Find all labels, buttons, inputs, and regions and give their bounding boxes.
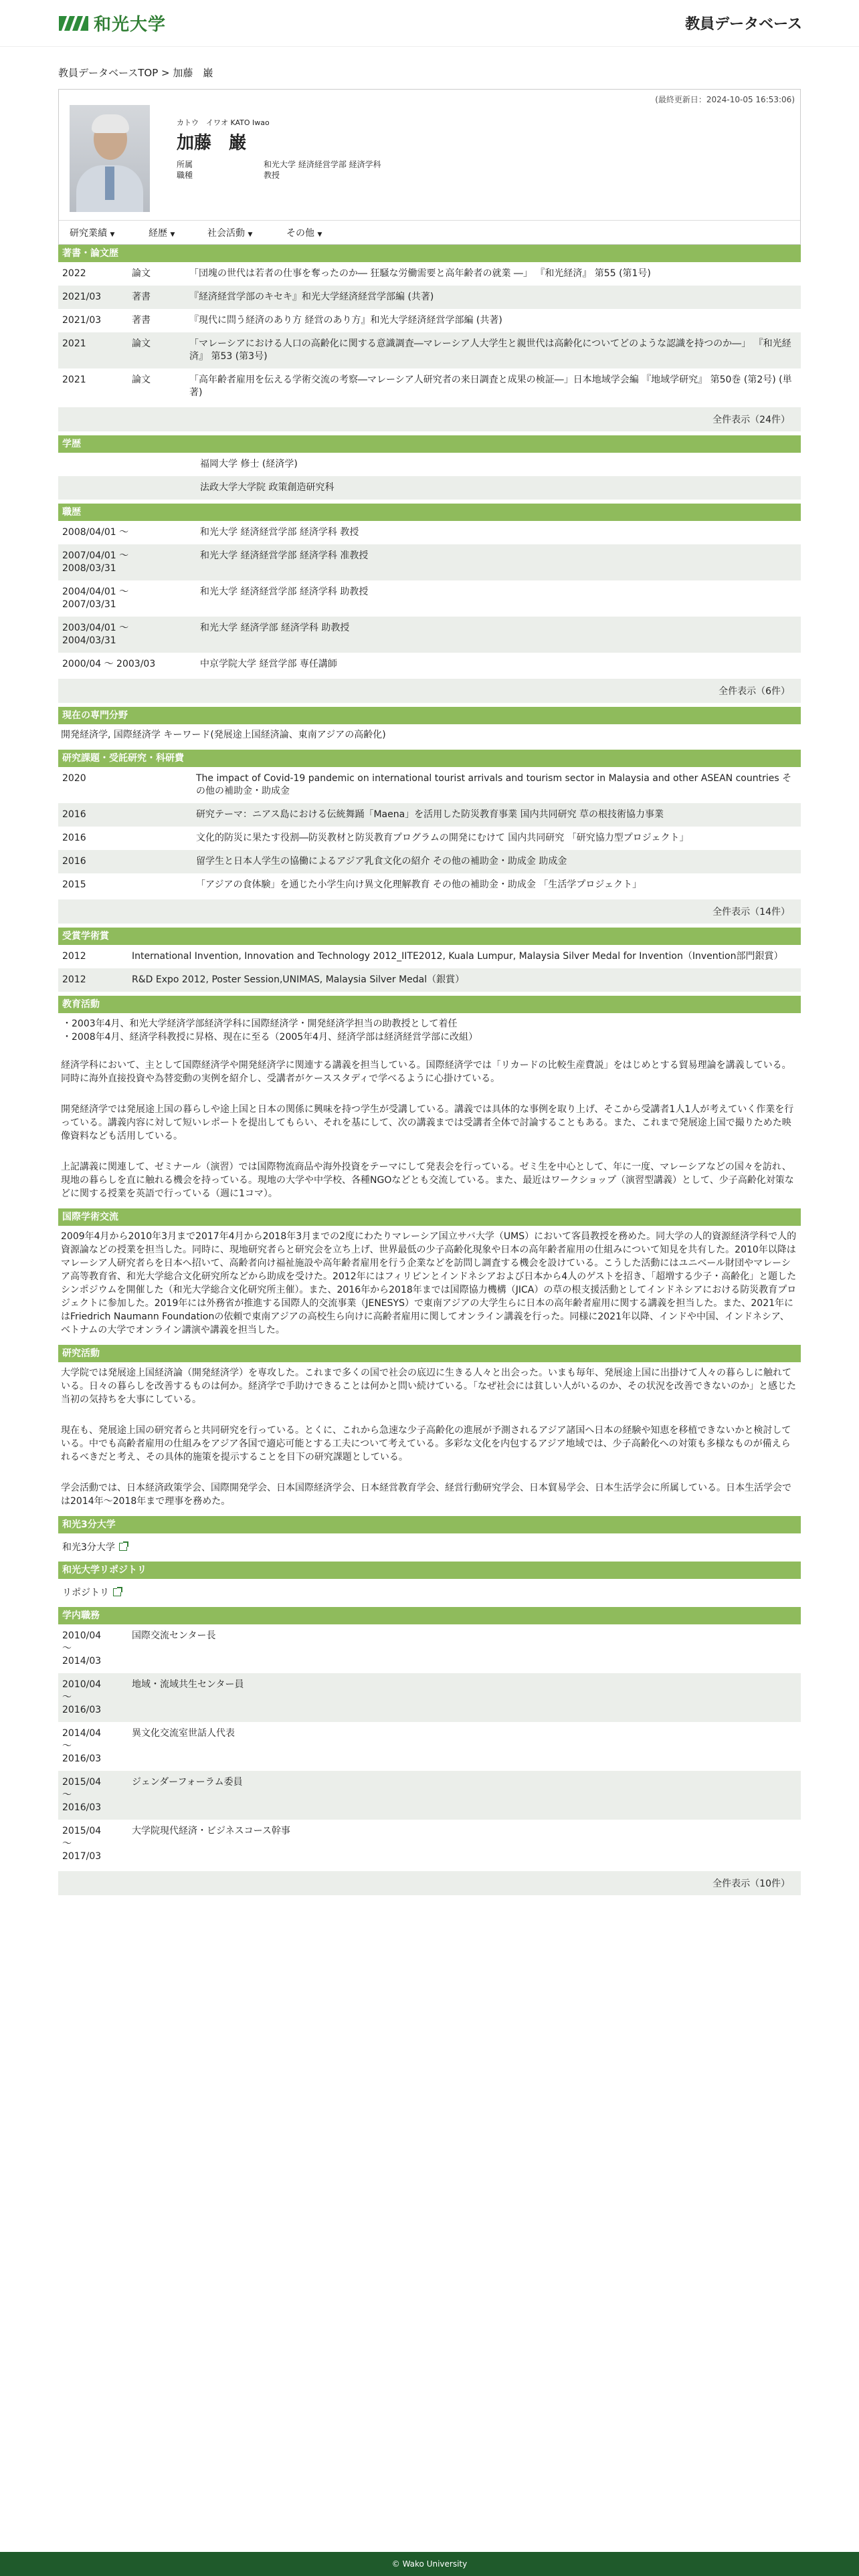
section-research-header: 研究活動 xyxy=(58,1345,801,1362)
pub-type: 論文 xyxy=(132,338,151,349)
last-updated: (最終更新日：2024-10-05 16:53:06) xyxy=(655,95,795,104)
repository-link[interactable] xyxy=(58,1579,801,1603)
show-all-career-link[interactable]: 全件表示（6件） xyxy=(58,679,801,703)
teaching-paragraph: 開発経済学では発展途上国の暮らしや途上国と日本の関係に興味を持つ学生が受講している。講義では具体的な事例を取り上げ、そこから受講者1人1人が考えていく作業を行っている。講義内容に対して短いレポートを提出してもらい、それを基にして、次の講義までは受講者全体で討論することもある。また、これまで発展途上国で撮りためた映像資料なども活用している。 xyxy=(61,1104,794,1142)
wako3min-link[interactable] xyxy=(58,1533,801,1558)
breadcrumb xyxy=(58,66,801,80)
grant-title: The impact of Covid-19 pandemic on international tourist arrivals and tourism sector in Malaysia and other ASEAN countries その他の補助金・助成金 xyxy=(196,773,792,796)
pub-title: 「高年齢者雇用を伝える学術交流の考察―マレーシア人研究者の来日調査と成果の検証―」日本地域学会編 『地域学研究』 第50巻 (第2号) (単著) xyxy=(189,374,792,398)
caret-down-icon: ▼ xyxy=(317,231,322,238)
section-teaching-header: 教育活動 xyxy=(58,996,801,1013)
pub-title: 「団塊の世代は若者の仕事を奪ったのか― 狂騒な労働需要と高年齢者の就業 ―」 『和光経済』 第55 (第1号) xyxy=(189,268,651,279)
profile-tabs xyxy=(59,220,800,244)
table-row xyxy=(58,945,801,968)
role-title: 地域・流域共生センター員 xyxy=(132,1679,244,1690)
role-date: 2014/04 ～ 2016/03 xyxy=(62,1728,102,1764)
site-title[interactable]: 教員データベース xyxy=(685,16,802,33)
pub-type: 著書 xyxy=(132,315,151,326)
profile-photo xyxy=(70,105,150,212)
pub-title: 「マレーシアにおける人口の高齢化に関する意識調査―マレーシア人大学生と親世代は高齢化についてどのような認識を持つのか―」 『和光経済』 第53 (第3号) xyxy=(189,338,791,362)
research-paragraph: 大学院では発展途上国経済論（開発経済学）を専攻した。これまで多くの国で社会の底辺に生きる人々と出会った。いまも毎年、発展途上国に出掛けて人々の暮らしに触れている。日々の暮らしを改善するものは何か。経済学で手助けできることは何かと問い続けている。「なぜ社会には貧しい人がいるのか、その状況を改善できないのか」と感じた当初の気持ちを大事にしている。 xyxy=(61,1368,796,1405)
table-row xyxy=(58,803,801,827)
section-repository-header: 和光大学リポジトリ xyxy=(58,1562,801,1579)
section-publications-header: 著書・論文歴 xyxy=(58,245,801,262)
name-kanji: 加藤 巌 xyxy=(177,133,247,153)
table-row xyxy=(58,286,801,309)
table-row xyxy=(58,968,801,992)
section-awards-header: 受賞学術賞 xyxy=(58,928,801,945)
table-row xyxy=(58,1624,801,1673)
teaching-bullets xyxy=(58,1013,801,1048)
tab-other[interactable] xyxy=(286,226,365,239)
breadcrumb-current: 加藤 巌 xyxy=(173,67,213,79)
breadcrumb-home-link[interactable]: 教員データベースTOP xyxy=(58,67,159,79)
table-row xyxy=(58,873,801,897)
list-item: ・2008年4月、経済学科教授に昇格、現在に至る（2005年4月、経済学部は経済経営学部に改組） xyxy=(62,1032,478,1043)
table-row xyxy=(58,262,801,286)
section-career-header: 職歴 xyxy=(58,504,801,521)
tab-label: 研究業績 xyxy=(70,227,107,239)
external-link-icon xyxy=(119,1543,127,1551)
career-date: 2004/04/01 ～ 2007/03/31 xyxy=(62,586,129,610)
role-date: 2015/04 ～ 2017/03 xyxy=(62,1826,102,1862)
career-date: 2003/04/01 ～ 2004/03/31 xyxy=(62,623,129,646)
tab-career[interactable] xyxy=(149,226,207,239)
show-all-publications-link[interactable]: 全件表示（24件） xyxy=(58,407,801,431)
role-title: ジェンダーフォーラム委員 xyxy=(132,1777,243,1788)
pub-type: 著書 xyxy=(132,292,151,302)
breadcrumb-separator: > xyxy=(158,67,173,79)
profile-card xyxy=(58,89,801,245)
table-row xyxy=(58,1820,801,1868)
table-row xyxy=(58,1771,801,1820)
tab-label: その他 xyxy=(286,227,314,239)
table-row xyxy=(58,617,801,653)
list-item: ・2003年4月、和光大学経済学部経済学科に国際経済学・開発経済学担当の助教授として着任 xyxy=(62,1018,458,1029)
career-entry: 中京学院大学 経営学部 専任講師 xyxy=(200,659,337,669)
award-year: 2012 xyxy=(62,951,86,962)
table-row xyxy=(58,332,801,368)
repository-link-label: リポジトリ xyxy=(62,1588,109,1598)
career-date: 2000/04 ～ 2003/03 xyxy=(62,659,156,669)
tab-label: 社会活動 xyxy=(207,227,245,239)
tab-research[interactable] xyxy=(70,226,149,239)
grant-year: 2015 xyxy=(62,879,86,890)
affiliation-value: 和光大学 経済経営学部 経済学科 xyxy=(264,160,381,169)
site-header xyxy=(0,0,859,47)
site-footer: © Wako University xyxy=(0,2552,859,2576)
caret-down-icon: ▼ xyxy=(248,231,253,238)
table-row xyxy=(58,544,801,580)
pub-year: 2021 xyxy=(62,374,86,385)
research-paragraph: 現在も、発展途上国の研究者らと共同研究を行っている。とくに、これから急速な少子高齢化の進展が予測されるアジア諸国へ日本の経験や知恵を移植できないかと検討している。中でも高齢者雇用の仕組みをアジア各国で適応可能とする工夫について考えている。多彩な文化を内包するアジア地域では、少子高齢化への対策も多様なものが備えられるべきだと考え、その具体的施策を提示することを目下の研究課題としている。 xyxy=(61,1425,791,1463)
table-row xyxy=(58,521,801,544)
show-all-roles-link[interactable]: 全件表示（10件） xyxy=(58,1871,801,1895)
role-date: 2015/04 ～ 2016/03 xyxy=(62,1777,102,1813)
name-kana: カトウ イワオ KATO Iwao xyxy=(177,118,270,127)
table-row xyxy=(58,368,801,405)
table-row xyxy=(58,580,801,617)
table-row xyxy=(58,1722,801,1771)
grant-year: 2016 xyxy=(62,856,86,867)
section-grants-header: 研究課題・受託研究・科研費 xyxy=(58,750,801,767)
award-year: 2012 xyxy=(62,974,86,985)
section-roles-header: 学内職務 xyxy=(58,1607,801,1624)
section-specialty-header: 現在の専門分野 xyxy=(58,707,801,724)
grant-year: 2016 xyxy=(62,833,86,843)
external-link-icon xyxy=(113,1588,121,1596)
pub-year: 2021 xyxy=(62,338,86,349)
career-date: 2008/04/01 ～ xyxy=(62,527,129,538)
career-entry: 和光大学 経済学部 経済学科 助教授 xyxy=(200,623,350,633)
education-entry: 法政大学大学院 政策創造研究科 xyxy=(200,482,335,493)
title-label: 職種 xyxy=(177,171,193,180)
role-title: 異文化交流室世話人代表 xyxy=(132,1728,235,1739)
career-entry: 和光大学 経済経営学部 経済学科 助教授 xyxy=(200,586,369,597)
show-all-grants-link[interactable]: 全件表示（14件） xyxy=(58,899,801,924)
role-title: 国際交流センター長 xyxy=(132,1630,216,1641)
table-row xyxy=(58,850,801,873)
title-value: 教授 xyxy=(264,171,280,180)
teaching-paragraph: 経済学科において、主として国際経済学や開発経済学に関連する講義を担当している。国際経済学では「リカードの比較生産費説」をはじめとする貿易理論を講義している。同時に海外直接投資や為替変動の実例を紹介し、受講者がケーススタディで学べるように心掛けている。 xyxy=(61,1060,791,1084)
grant-year: 2016 xyxy=(62,809,86,820)
main-container xyxy=(58,47,801,1895)
logo-mark-icon xyxy=(59,16,88,31)
research-paragraph: 学会活動では、日本経済政策学会、国際開発学会、日本国際経済学会、日本経営教育学会、経営行動研究学会、日本貿易学会、日本生活学会に所属している。日本生活学会では2014年～2018年まで理事を務めた。 xyxy=(61,1483,791,1507)
career-date: 2007/04/01 ～ 2008/03/31 xyxy=(62,550,129,574)
section-wako3min-header: 和光3分大学 xyxy=(58,1516,801,1533)
university-logo[interactable] xyxy=(59,11,166,35)
logo-text: 和光大学 xyxy=(94,15,167,35)
wako3min-link-label: 和光3分大学 xyxy=(62,1542,115,1553)
pub-year: 2021/03 xyxy=(62,315,102,326)
tab-social[interactable] xyxy=(207,226,286,239)
tab-label: 経歴 xyxy=(149,227,167,239)
section-education-header: 学歴 xyxy=(58,435,801,453)
grant-title: 「アジアの食体験」を通じた小学生向け異文化理解教育 その他の補助金・助成金 「生活学プロジェクト」 xyxy=(196,879,642,890)
table-row xyxy=(58,653,801,676)
section-international-header: 国際学術交流 xyxy=(58,1208,801,1226)
role-date: 2010/04 ～ 2016/03 xyxy=(62,1679,102,1715)
table-row xyxy=(58,309,801,332)
affiliation-label: 所属 xyxy=(177,160,193,169)
award-title: International Invention, Innovation and Technology 2012_IITE2012, Kuala Lumpur, Malaysia Silver Medal for Invention（Invention部門銀賞） xyxy=(132,951,783,962)
grant-title: 文化的防災に果たす役割―防災教材と防災教育プログラムの開発にむけて 国内共同研究 「研究協力型プロジェクト」 xyxy=(196,833,689,843)
grant-title: 留学生と日本人学生の協働によるアジア乳食文化の紹介 その他の補助金・助成金 助成金 xyxy=(196,856,567,867)
pub-year: 2021/03 xyxy=(62,292,102,302)
table-row xyxy=(58,827,801,850)
pub-year: 2022 xyxy=(62,268,86,279)
grant-year: 2020 xyxy=(62,773,86,784)
grant-title: 研究テーマ：ニアス島における伝統舞踊「Maena」を活用した防災教育事業 国内共同研究 草の根技術協力事業 xyxy=(196,809,664,820)
specialty-text: 開発経済学, 国際経済学 キーワード(発展途上国経済論、東南アジアの高齢化) xyxy=(61,730,386,740)
caret-down-icon: ▼ xyxy=(170,231,175,238)
award-title: R&D Expo 2012, Poster Session,UNIMAS, Malaysia Silver Medal（銀賞） xyxy=(132,974,465,985)
table-row xyxy=(58,767,801,803)
education-entry: 福岡大学 修士 (経済学) xyxy=(200,459,298,469)
caret-down-icon: ▼ xyxy=(110,231,115,238)
teaching-paragraph: 上記講義に関連して、ゼミナール（演習）では国際物流商品や海外投資をテーマにして発表会を行っている。ゼミ生を中心として、年に一度、マレーシアなどの国々を訪れ、現地の暮らしを直に触れる機会を持っている。現地の大学や中学校、各種NGOなどとも交流している。また、最近はワークショップ（演習型講義）として、少子高齢化対策などに関する授業を英語で行っている（週に1コマ）。 xyxy=(61,1162,794,1199)
table-row xyxy=(58,476,801,500)
career-entry: 和光大学 経済経営学部 経済学科 准教授 xyxy=(200,550,369,561)
pub-type: 論文 xyxy=(132,374,151,385)
role-date: 2010/04 ～ 2014/03 xyxy=(62,1630,102,1667)
pub-title: 『経済経営学部のキセキ』和光大学経済経営学部編 (共著) xyxy=(189,292,434,302)
role-title: 大学院現代経済・ビジネスコース幹事 xyxy=(132,1826,290,1836)
career-entry: 和光大学 経済経営学部 経済学科 教授 xyxy=(200,527,359,538)
international-text: 2009年4月から2010年3月まで2017年4月から2018年3月までの2度にわたりマレーシア国立サバ大学（UMS）において客員教授を務めた。同大学の人的資源経済学科で人的資源論などの授業を担当した。同時に、現地研究者らと研究会を立ち上げ、世界最低の少子高齢化現象や日本の高年齢者雇用の仕組みについて知見を共有した。2010年以降はマレーシア人研究者らを日本へ招いて、高齢者向け福祉施設や高年齢者雇用を行う企業などを訪問し調査する機会を設けている。こうした活動にはユニベール財団やマレーシア高等教育省、和光大学総合文化研究所などから助成を受けた。2012年にはフィリピンとインドネシアおよび日本から4人のゲストを招き、「超増する少子・高齢化」と題したシンポジウムを開催した（和光大学総合文化研究所主催）。また、2016年から2018年までは国際協力機構（JICA）の草の根支援活動としてインドネシアにおける防災教育プロジェクトに参加した。2019年には外務省が推進する国際人的交流事業（JENESYS）で東南アジアの大学生らに日本の高年齢者雇用に関する講義を担当した。また、2021年にはFriedrich Naumann Foundationの依頼で東南アジアの高校生ら向けに高齢者雇用に関してオンライン講義を行った。同様に2021年以降、インドや中国、インドネシア、ベトナムの大学でオンライン講演や講義を担当した。 xyxy=(61,1231,797,1335)
table-row xyxy=(58,1673,801,1722)
pub-type: 論文 xyxy=(132,268,151,279)
table-row xyxy=(58,453,801,476)
pub-title: 『現代に問う経済のあり方 経営のあり方』和光大学経済経営学部編 (共著) xyxy=(189,315,502,326)
